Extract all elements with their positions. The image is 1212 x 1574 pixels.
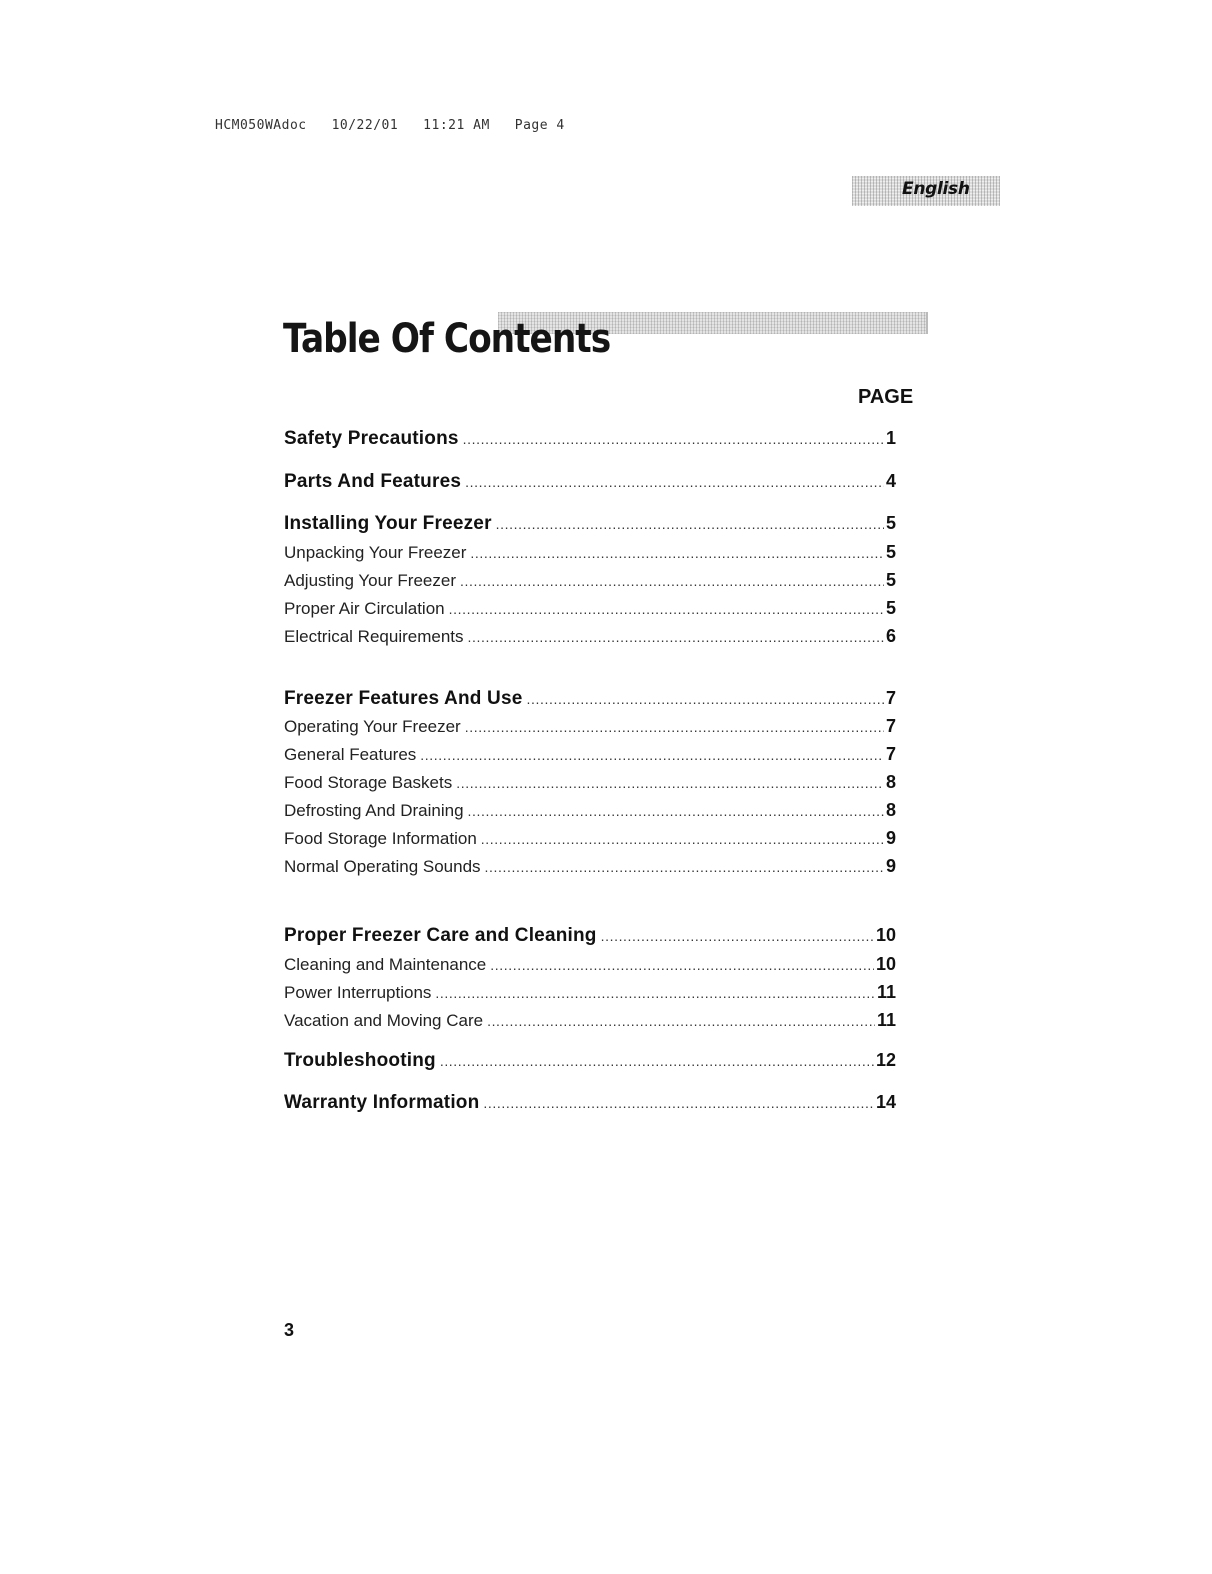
dot-leader <box>490 957 874 973</box>
toc-entry-label: Safety Precautions <box>284 428 459 449</box>
dot-leader <box>527 691 884 707</box>
toc-entry-food-storage-baskets[interactable] <box>284 772 896 793</box>
toc-entry-page: 11 <box>876 1010 896 1030</box>
toc-entry-page: 12 <box>875 1050 896 1070</box>
toc-entry-warranty-information[interactable] <box>284 1092 896 1114</box>
language-tab-label: English <box>902 179 970 199</box>
toc-entry-label: Freezer Features And Use <box>284 688 523 709</box>
toc-entry-proper-air-circulation[interactable] <box>284 598 896 619</box>
toc-entry-page: 7 <box>885 744 896 764</box>
toc-entry-label: Operating Your Freezer <box>284 717 461 736</box>
toc-entry-page: 5 <box>885 570 896 590</box>
toc-entry-label: General Features <box>284 745 417 764</box>
dot-leader <box>496 516 884 532</box>
dot-leader <box>485 859 884 875</box>
dot-leader <box>465 719 884 735</box>
toc-entry-unpacking-your-freezer[interactable] <box>284 542 896 563</box>
toc-entry-label: Defrosting And Draining <box>284 801 464 820</box>
dot-leader <box>460 573 884 589</box>
dot-leader <box>420 747 884 763</box>
toc-entry-defrosting-and-draining[interactable] <box>284 800 896 821</box>
toc-entry-label: Troubleshooting <box>284 1050 436 1071</box>
toc-entry-page: 14 <box>875 1092 896 1112</box>
dot-leader <box>449 601 884 617</box>
page-title: Table Of Contents <box>283 316 611 362</box>
dot-leader <box>463 431 884 447</box>
dot-leader <box>487 1013 875 1029</box>
toc-entry-label: Food Storage Baskets <box>284 773 453 792</box>
toc-entry-label: Parts And Features <box>284 471 462 492</box>
toc-entry-food-storage-information[interactable] <box>284 828 896 849</box>
toc-entry-normal-operating-sounds[interactable] <box>284 856 896 877</box>
toc-entry-power-interruptions[interactable] <box>284 982 896 1003</box>
toc-entry-label: Normal Operating Sounds <box>284 857 481 876</box>
toc-entry-freezer-features-and-use[interactable] <box>284 688 896 710</box>
toc-entry-vacation-and-moving-care[interactable] <box>284 1010 896 1031</box>
toc-entry-label: Unpacking Your Freezer <box>284 543 467 562</box>
toc-entry-label: Proper Freezer Care and Cleaning <box>284 925 597 946</box>
toc-entry-proper-freezer-care-and-cleaning[interactable] <box>284 925 896 947</box>
toc-entry-parts-and-features[interactable] <box>284 471 896 493</box>
dot-leader <box>470 545 884 561</box>
toc-entry-page: 11 <box>876 982 896 1002</box>
dot-leader <box>468 629 884 645</box>
toc-entry-label: Electrical Requirements <box>284 627 464 646</box>
toc-entry-general-features[interactable] <box>284 744 896 765</box>
dot-leader <box>468 803 884 819</box>
toc-entry-label: Food Storage Information <box>284 829 477 848</box>
toc-entry-cleaning-and-maintenance[interactable] <box>284 954 896 975</box>
toc-entry-page: 9 <box>885 828 896 848</box>
toc-entry-page: 5 <box>885 513 896 533</box>
file-stamp-header: HCM050WAdoc 10/22/01 11:21 AM Page 4 <box>215 118 565 133</box>
toc-entry-page: 5 <box>885 542 896 562</box>
toc-entry-page: 7 <box>885 688 896 708</box>
toc-entry-page: 10 <box>875 925 896 945</box>
toc-entry-label: Vacation and Moving Care <box>284 1011 484 1030</box>
toc-entry-page: 6 <box>885 626 896 646</box>
toc-entry-label: Power Interruptions <box>284 983 432 1002</box>
dot-leader <box>481 831 884 847</box>
toc-entry-label: Proper Air Circulation <box>284 599 445 618</box>
toc-entry-page: 4 <box>885 471 896 491</box>
dot-leader <box>440 1053 874 1069</box>
dot-leader <box>483 1095 874 1111</box>
toc-entry-adjusting-your-freezer[interactable] <box>284 570 896 591</box>
toc-entry-safety-precautions[interactable] <box>284 428 896 450</box>
toc-entry-operating-your-freezer[interactable] <box>284 716 896 737</box>
toc-entry-page: 9 <box>885 856 896 876</box>
toc-entry-label: Cleaning and Maintenance <box>284 955 487 974</box>
toc-entry-label: Warranty Information <box>284 1092 480 1113</box>
footer-page-number: 3 <box>284 1320 295 1340</box>
dot-leader <box>465 474 884 490</box>
toc-entry-installing-your-freezer[interactable] <box>284 513 896 535</box>
dot-leader <box>435 985 875 1001</box>
language-tab <box>852 176 1000 206</box>
dot-leader <box>601 928 874 944</box>
toc-entry-page: 5 <box>885 598 896 618</box>
dot-leader <box>456 775 884 791</box>
toc-entry-electrical-requirements[interactable] <box>284 626 896 647</box>
page-column-header: PAGE <box>858 386 914 408</box>
toc-entry-label: Adjusting Your Freezer <box>284 571 456 590</box>
toc-entry-page: 8 <box>885 772 896 792</box>
toc-entry-page: 1 <box>885 428 896 448</box>
toc-entry-page: 8 <box>885 800 896 820</box>
toc-entry-troubleshooting[interactable] <box>284 1050 896 1072</box>
toc-entry-page: 10 <box>875 954 896 974</box>
toc-entry-page: 7 <box>885 716 896 736</box>
toc-entry-label: Installing Your Freezer <box>284 513 492 534</box>
